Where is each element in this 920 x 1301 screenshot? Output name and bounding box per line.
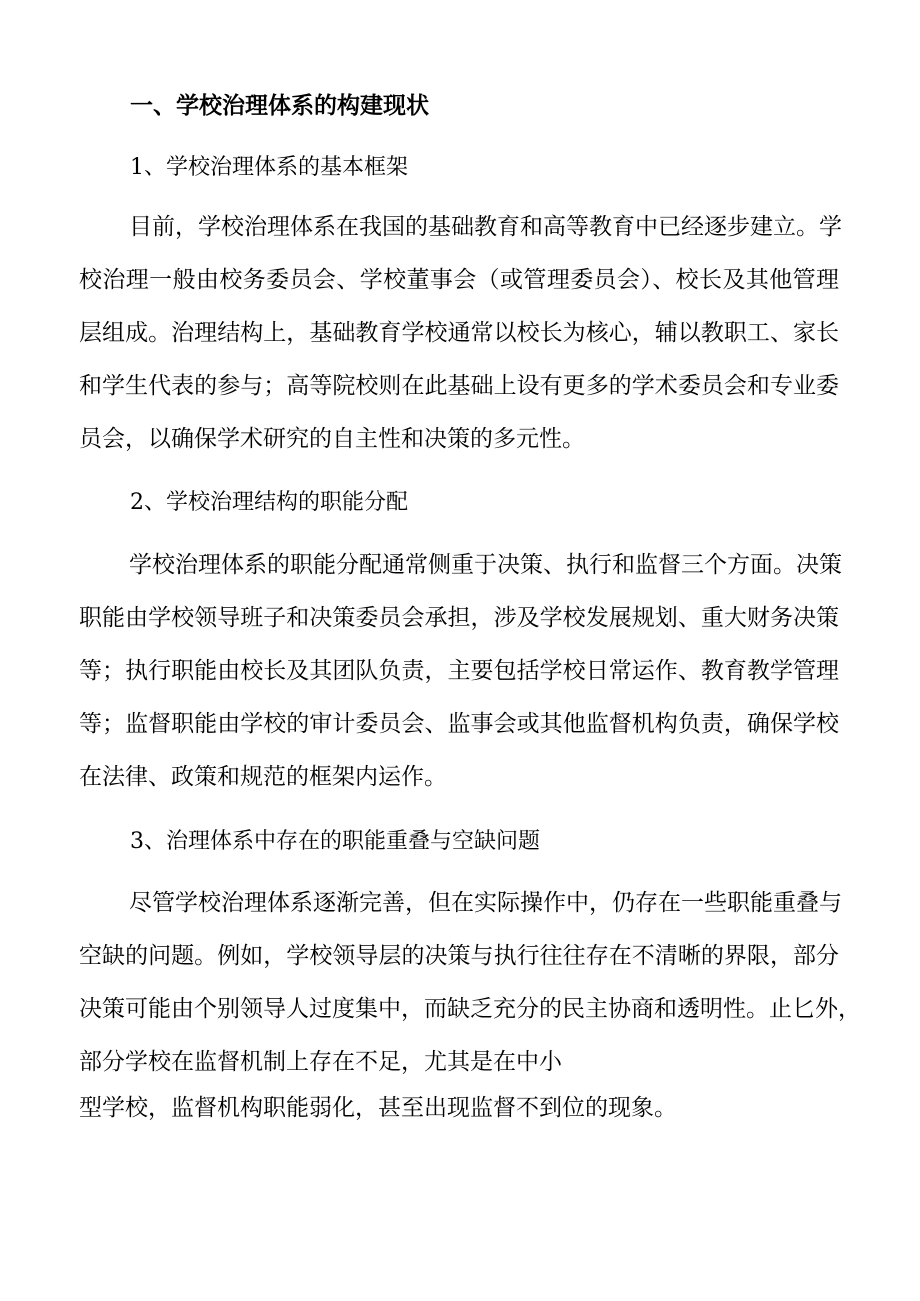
paragraph-line: 决策可能由个别领导人过度集中，而缺乏充分的民主协商和透明性。止匕外， [79, 996, 861, 1022]
paragraph-line: 层组成。治理结构上，基础教育学校通常以校长为核心，辅以教职工、家长 [79, 320, 839, 346]
subsection-2-paragraph [79, 539, 842, 804]
paragraph-tail-line: 型学校，监督机构职能弱化，甚至出现监督不到位的现象。 [79, 1095, 677, 1121]
paragraph-line: 尽管学校治理体系逐渐完善，但在实际操作中，仍存在一些职能重叠与 [129, 890, 842, 916]
paragraph-line: 在法律、政策和规范的框架内运作。 [79, 764, 447, 790]
subsection-1-heading: 1、学校治理体系的基本框架 [130, 155, 408, 180]
paragraph-line: 目前，学校治理体系在我国的基础教育和高等教育中已经逐步建立。学 [129, 214, 842, 240]
paragraph-line: 和学生代表的参与；高等院校则在此基础上设有更多的学术委员会和专业委 [79, 373, 839, 399]
paragraph-line: 部分学校在监督机制上存在不足，尤其是在中小 [79, 1049, 562, 1075]
paragraph-line: 校治理一般由校务委员会、学校董事会（或管理委员会）、校长及其他管理 [79, 267, 839, 293]
subsection-3-heading: 3、治理体系中存在的职能重叠与空缺问题 [130, 829, 540, 854]
paragraph-line: 员会，以确保学术研究的自主性和决策的多元性。 [79, 426, 585, 452]
subsection-1-paragraph [79, 201, 842, 466]
paragraph-line: 空缺的问题。例如，学校领导层的决策与执行往往存在不清晰的界限，部分 [79, 943, 839, 969]
subsection-3-paragraph [79, 877, 861, 1089]
subsection-2-heading: 2、学校治理结构的职能分配 [130, 490, 408, 515]
paragraph-line: 职能由学校领导班子和决策委员会承担，涉及学校发展规划、重大财务决策 [79, 605, 839, 631]
section-heading: 一、学校治理体系的构建现状 [130, 92, 429, 119]
paragraph-line: 等；监督职能由学校的审计委员会、监事会或其他监督机构负责，确保学校 [79, 711, 839, 737]
paragraph-line: 等；执行职能由校长及其团队负责，主要包括学校日常运作、教育教学管理 [79, 658, 839, 684]
paragraph-line: 学校治理体系的职能分配通常侧重于决策、执行和监督三个方面。决策 [129, 552, 842, 578]
